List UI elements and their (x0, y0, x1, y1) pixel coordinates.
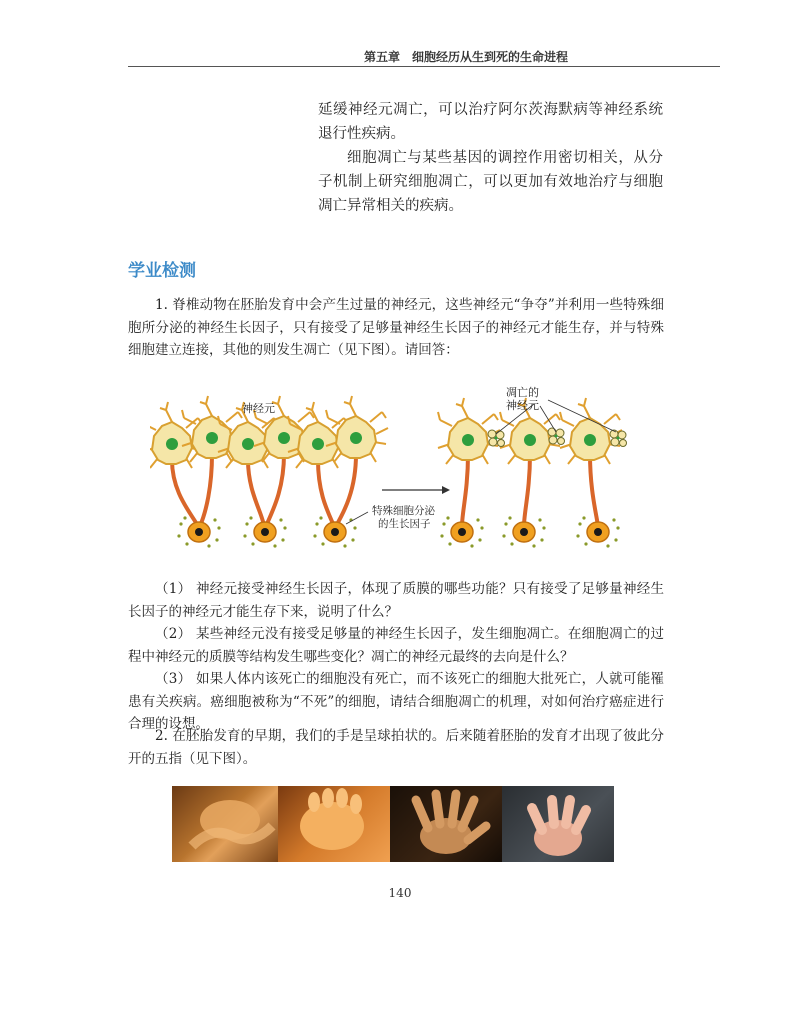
question-1 (128, 294, 664, 362)
hand-photo-stage-3 (390, 786, 502, 862)
chapter-title: 第五章 细胞经历从生到死的生命进程 (363, 50, 568, 64)
label-growth-factor-1: 特殊细胞分泌 (372, 505, 435, 517)
subquestion-3: （3） 如果人体内该死亡的细胞没有死亡，而不该死亡的细胞大批死亡，人就可能罹患有关疾病。癌细胞被称为“不死”的细胞，请结合细胞凋亡的机理，对如何治疗癌症进行合理的设想。 (128, 671, 664, 732)
hand-photo-stage-4 (502, 786, 614, 862)
label-growth-factor-2: 的生长因子 (378, 518, 431, 530)
intro-text (318, 98, 663, 218)
label-dead-neuron-2: 神经元 (506, 399, 539, 412)
label-dead-neuron-1: 凋亡的 (506, 386, 539, 399)
page-number: 140 (388, 886, 412, 900)
question-2 (128, 725, 664, 770)
section-title: 学业检测 (128, 261, 196, 281)
neurons-after (438, 398, 627, 548)
intro-paragraph-2: 细胞凋亡与某些基因的调控作用密切相关，从分子机制上研究细胞凋亡，可以更加有效地治疗与细胞凋亡异常相关的疾病。 (318, 150, 663, 214)
subquestion-1: （1） 神经元接受神经生长因子，体现了质膜的哪些功能？只有接受了足够量神经生长因子的神经元才能生存下来，说明了什么？ (128, 581, 664, 620)
neurons-before (150, 396, 388, 548)
question-1-text: 1. 脊椎动物在胚胎发育中会产生过量的神经元，这些神经元“争夺”并利用一些特殊细胞所分泌的神经生长因子，只有接受了足够量神经生长因子的神经元才能生存，并与特殊细胞建立连接，其他的则发生凋亡（见下图）。请回答： (128, 297, 664, 358)
question-2-text: 2. 在胚胎发育的早期，我们的手是呈球拍状的。后来随着胚胎的发育才出现了彼此分开的五指（见下图）。 (128, 728, 664, 767)
hand-development-photos (172, 786, 614, 862)
subquestion-2: （2） 某些神经元没有接受足够量的神经生长因子，发生细胞凋亡。在细胞凋亡的过程中神经元的质膜等结构发生哪些变化？凋亡的神经元最终的去向是什么？ (128, 626, 664, 665)
header-rule (128, 66, 720, 67)
hand-photo-stage-1 (172, 786, 278, 862)
neuron-apoptosis-figure (150, 382, 650, 552)
intro-paragraph-1: 延缓神经元凋亡，可以治疗阿尔茨海默病等神经系统退行性疾病。 (318, 102, 663, 142)
running-header (0, 48, 718, 65)
subquestions (128, 578, 664, 736)
hand-photo-stage-2 (278, 786, 390, 862)
label-neuron: 神经元 (242, 402, 275, 415)
